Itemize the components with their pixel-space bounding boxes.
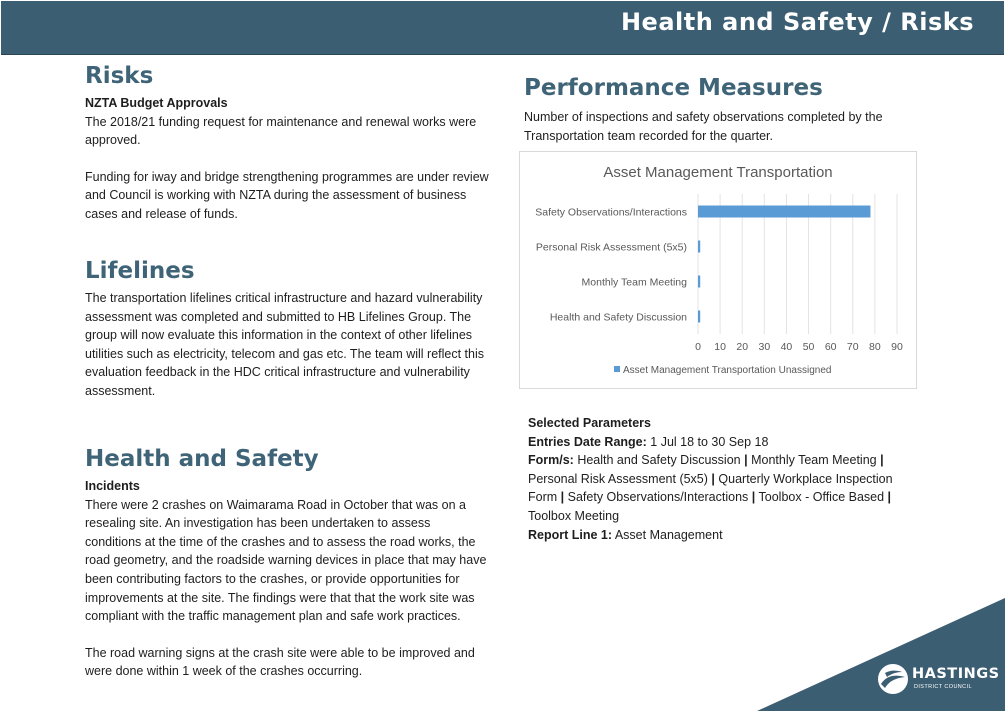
parameters-heading: Selected Parameters — [528, 416, 651, 430]
form-item: Monthly Team Meeting — [751, 453, 877, 468]
incidents-paragraph-1: There were 2 crashes on Waimarama Road in October that was on a resealing site. An investigation has been undertaken to assess conditions at the time of the crashes and to assess the road works, the road geometry, and the roadside warning devices in place that may have been contributing factors to the crashes, or provide opportunities for improvements at the site. The findings were that that the work site was compliant with the traffic management plan and safe work practices. — [85, 497, 487, 624]
lifelines-heading: Lifelines — [85, 258, 195, 284]
health-safety-heading: Health and Safety — [85, 446, 319, 472]
incidents-paragraph-2: The road warning signs at the crash site were able to be improved and were done within 1 week of the crashes occurring. — [85, 645, 475, 679]
y-category-label: Monthly Team Meeting — [581, 276, 687, 289]
form-item: Safety Observations/Interactions — [567, 490, 749, 505]
chart-title: Asset Management Transportation — [603, 164, 833, 181]
x-tick-label: 50 — [802, 341, 815, 353]
forms-label: Form/s: — [528, 453, 574, 468]
logo-emblem-icon — [876, 662, 910, 696]
risks-paragraph-1: The 2018/21 funding request for maintenance and renewal works were approved. — [85, 114, 477, 148]
y-category-label: Health and Safety Discussion — [549, 311, 687, 324]
performance-description: Number of inspections and safety observations completed by the Transportation team recorded for the quarter. — [524, 110, 883, 143]
x-tick-label: 0 — [695, 341, 701, 353]
date-range-label: Entries Date Range: — [528, 434, 647, 449]
form-separator: | — [887, 490, 892, 505]
incidents-subheading: Incidents — [85, 479, 140, 493]
risks-paragraph-2: Funding for iway and bridge strengthening programmes are under review and Council is working with NZTA during the assessment of business cases and release of funds. — [85, 169, 489, 221]
form-separator: | — [711, 471, 715, 486]
form-separator: | — [560, 490, 565, 505]
x-tick-label: 60 — [824, 341, 837, 353]
form-item: Personal Risk Assessment (5x5) — [528, 471, 708, 486]
logo-tagline: DISTRICT COUNCIL — [914, 684, 972, 690]
logo-name: HASTINGS — [912, 666, 1000, 682]
form-separator: | — [751, 490, 756, 505]
form-separator: | — [744, 453, 748, 468]
x-tick-label: 30 — [758, 341, 771, 353]
report-line-value: Asset Management — [614, 527, 723, 542]
performance-heading: Performance Measures — [524, 75, 823, 101]
x-tick-label: 90 — [891, 341, 903, 353]
lifelines-paragraph: The transportation lifelines critical infrastructure and hazard vulnerability assessment was completed and submitted to HB Lifelines Group. The group will now evaluate this information in the context of other lifelines utilities such as electricity, telecom and gas etc. The team will reflect this evaluation feedback in the HDC critical infrastructure and vulnerability assessment. — [85, 291, 485, 398]
form-item: Health and Safety Discussion — [577, 453, 741, 468]
risks-heading: Risks — [85, 63, 154, 89]
x-tick-label: 10 — [714, 341, 726, 353]
form-item: Toolbox - Office Based — [758, 490, 885, 505]
form-separator: | — [880, 453, 884, 468]
y-category-label: Safety Observations/Interactions — [535, 206, 687, 219]
form-item: Toolbox Meeting — [528, 508, 620, 523]
x-tick-label: 80 — [869, 341, 881, 353]
x-tick-label: 40 — [780, 341, 793, 353]
form-item: Quarterly Workplace Inspection Form — [528, 471, 893, 505]
page-title: Health and Safety / Risks — [620, 8, 974, 36]
date-range-value: 1 Jul 18 to 30 Sep 18 — [650, 434, 769, 449]
report-line-label: Report Line 1: — [528, 527, 613, 542]
council-logo — [876, 660, 1000, 700]
y-category-label: Personal Risk Assessment (5x5) — [535, 241, 687, 254]
x-tick-label: 20 — [736, 341, 749, 353]
legend-label: Asset Management Transportation Unassigned — [623, 365, 832, 376]
risks-subheading: NZTA Budget Approvals — [85, 96, 228, 110]
x-tick-label: 70 — [846, 341, 859, 353]
